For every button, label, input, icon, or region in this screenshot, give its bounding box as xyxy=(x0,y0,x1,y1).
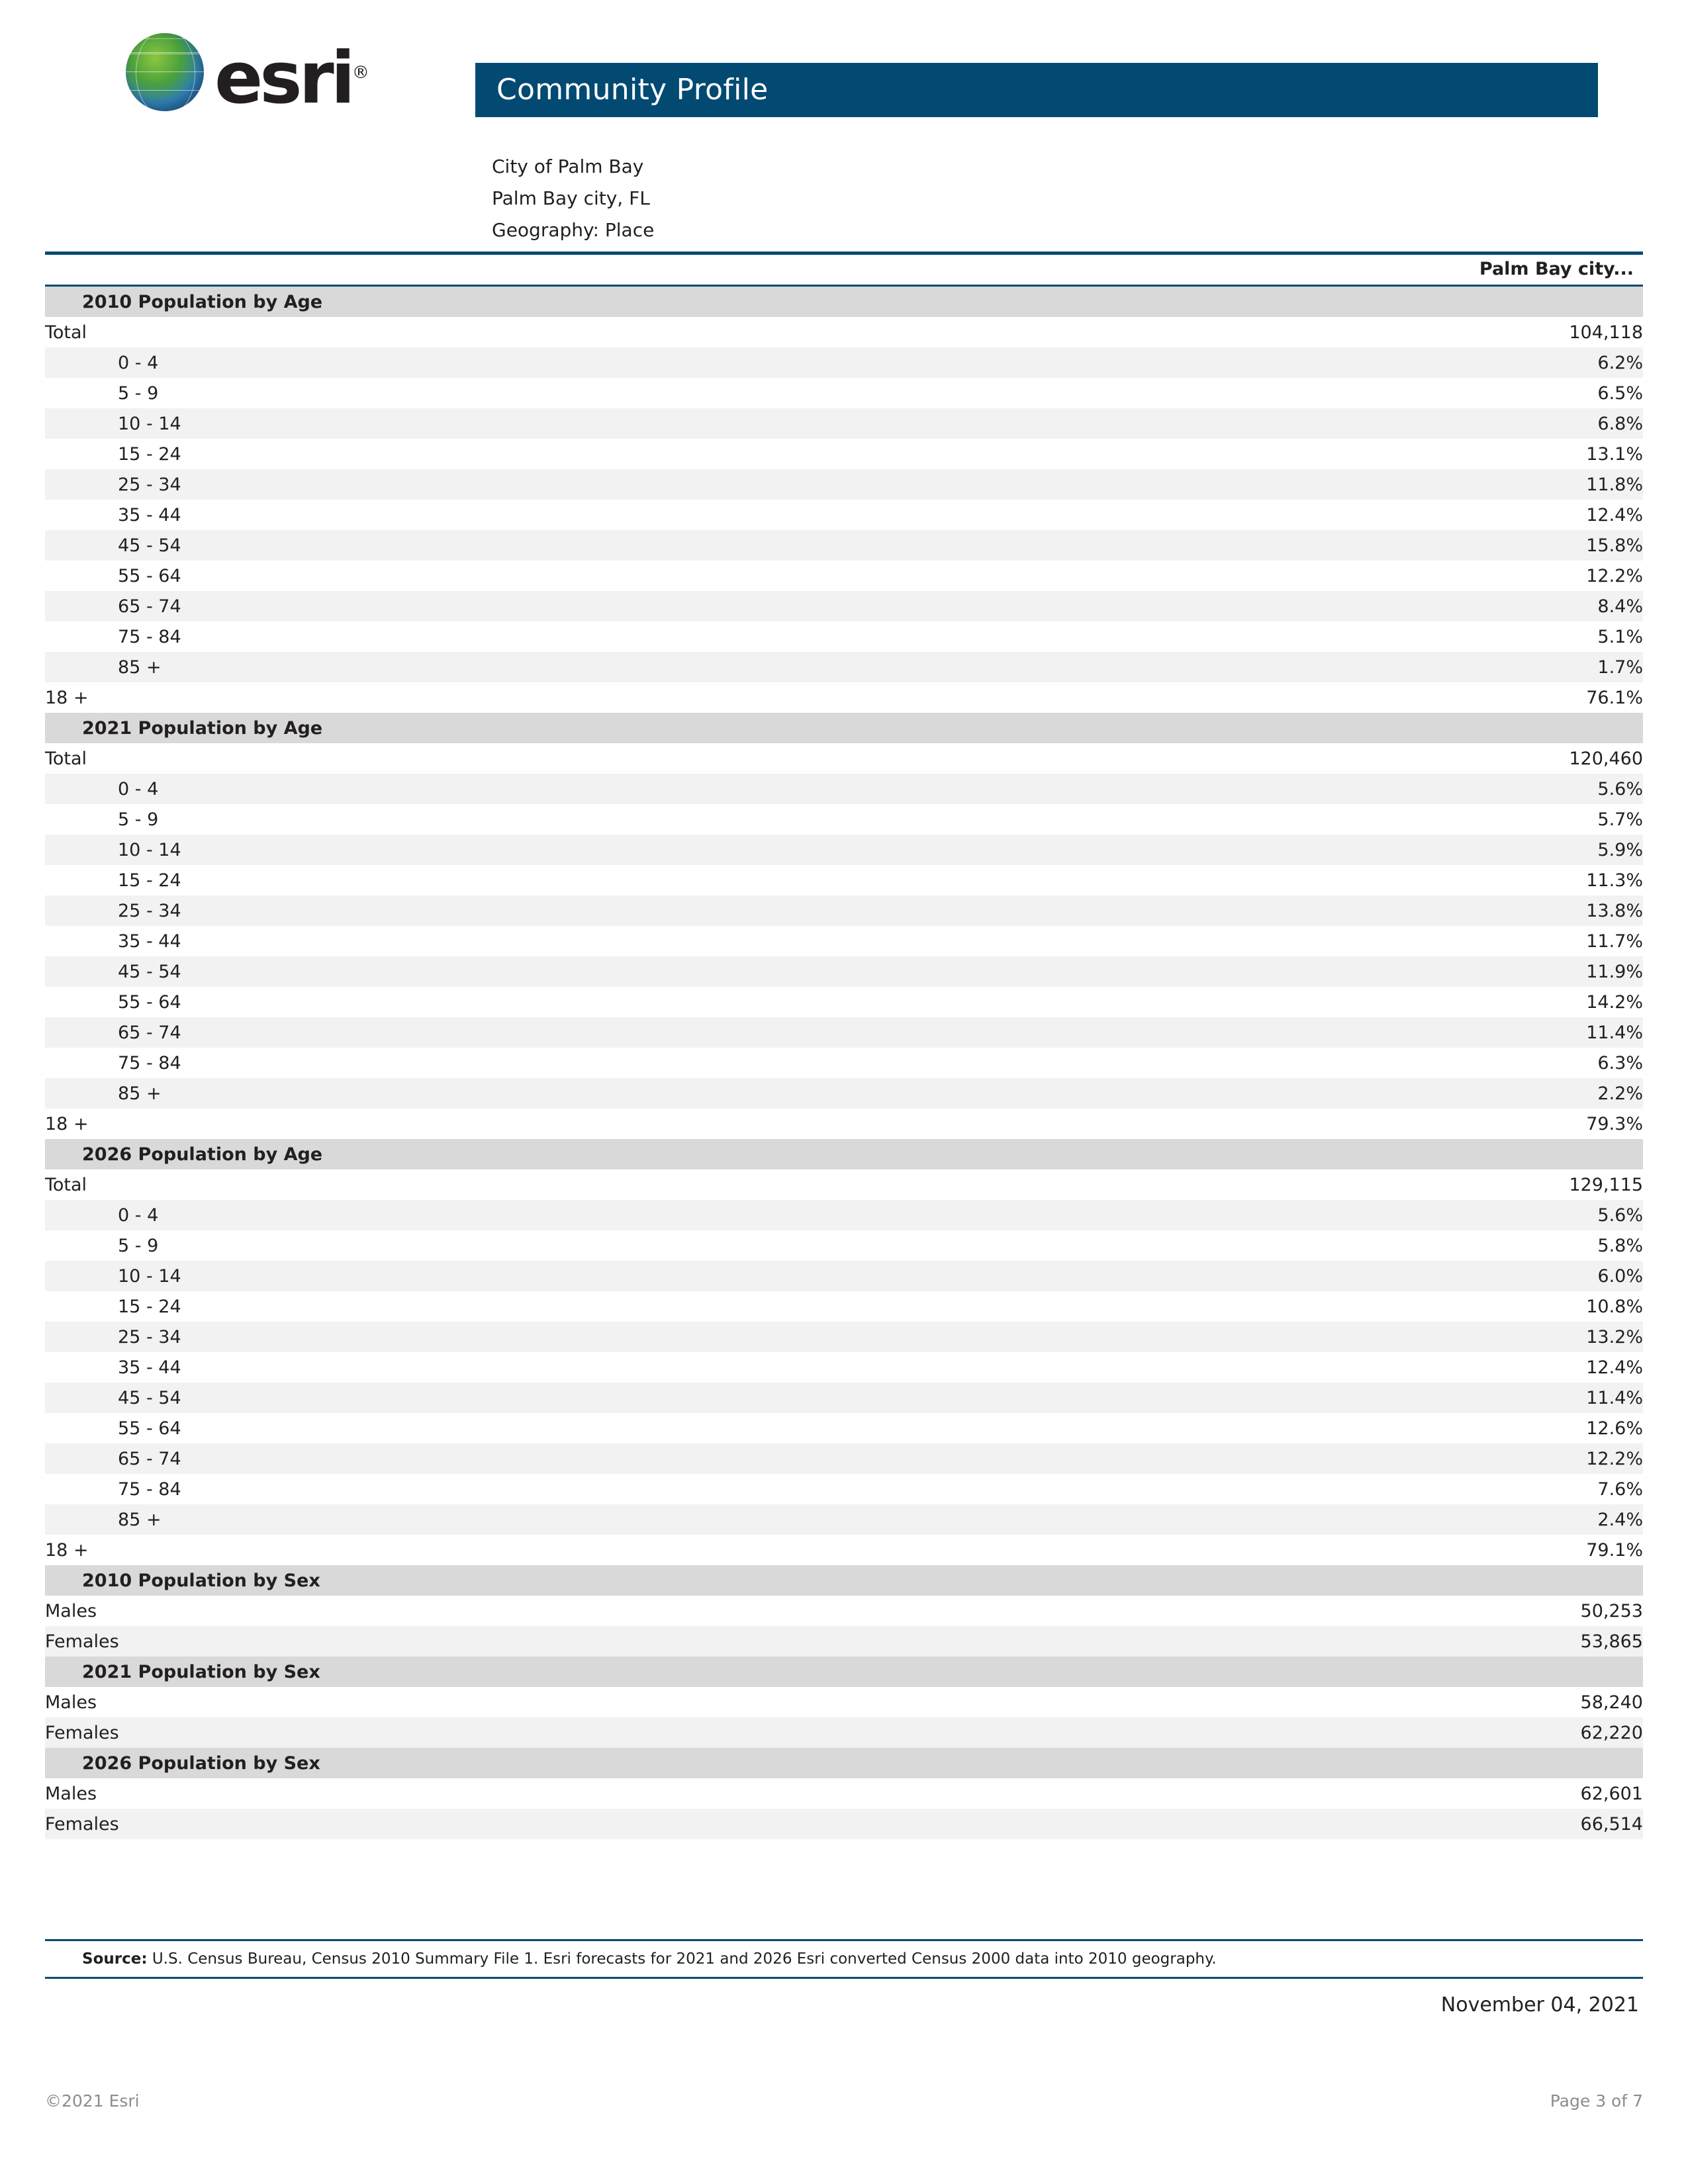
row-value: 12.2% xyxy=(1307,1443,1643,1474)
page-footer-meta xyxy=(45,2091,1643,2111)
row-label: 85 + xyxy=(45,1504,1307,1535)
table-section-header xyxy=(45,1565,1643,1596)
row-value: 12.2% xyxy=(1307,561,1643,591)
row-label: 75 - 84 xyxy=(45,1048,1307,1078)
page-title: Community Profile xyxy=(496,73,769,107)
row-value: 12.4% xyxy=(1307,500,1643,530)
row-label: 10 - 14 xyxy=(45,408,1307,439)
row-value: 53,865 xyxy=(1307,1626,1643,1657)
table-row xyxy=(45,1291,1643,1322)
table-row xyxy=(45,865,1643,895)
row-label: 75 - 84 xyxy=(45,621,1307,652)
table-row xyxy=(45,530,1643,561)
row-value: 5.8% xyxy=(1307,1230,1643,1261)
section-label: 2021 Population by Age xyxy=(45,713,1307,743)
subheader-line-2: Palm Bay city, FL xyxy=(492,187,650,209)
table-row xyxy=(45,1413,1643,1443)
table-row xyxy=(45,1535,1643,1565)
table-row xyxy=(45,1596,1643,1626)
table-row xyxy=(45,987,1643,1017)
table-row xyxy=(45,1474,1643,1504)
row-value: 5.1% xyxy=(1307,621,1643,652)
row-label: 85 + xyxy=(45,652,1307,682)
table-row xyxy=(45,469,1643,500)
row-label: Males xyxy=(45,1778,1307,1809)
page-header xyxy=(45,0,1643,241)
table-row xyxy=(45,1017,1643,1048)
source-label: Source: xyxy=(82,1950,148,1968)
row-value: 62,601 xyxy=(1307,1778,1643,1809)
table-row xyxy=(45,1687,1643,1717)
table-row xyxy=(45,1504,1643,1535)
data-table-wrapper xyxy=(45,251,1643,1839)
page-footer xyxy=(45,1939,1643,2017)
row-value: 2.2% xyxy=(1307,1078,1643,1109)
row-label: 35 - 44 xyxy=(45,1352,1307,1383)
subheader-line-1: City of Palm Bay xyxy=(492,156,644,177)
table-section-header xyxy=(45,1139,1643,1169)
section-label: 2010 Population by Sex xyxy=(45,1565,1307,1596)
row-label: 10 - 14 xyxy=(45,835,1307,865)
table-row xyxy=(45,317,1643,347)
table-row xyxy=(45,1626,1643,1657)
row-label: 35 - 44 xyxy=(45,926,1307,956)
row-value: 7.6% xyxy=(1307,1474,1643,1504)
table-row xyxy=(45,378,1643,408)
row-value: 5.7% xyxy=(1307,804,1643,835)
row-label: 65 - 74 xyxy=(45,591,1307,621)
row-label: 0 - 4 xyxy=(45,1200,1307,1230)
row-value: 10.8% xyxy=(1307,1291,1643,1322)
esri-wordmark xyxy=(214,37,369,120)
table-row xyxy=(45,561,1643,591)
table-section-header xyxy=(45,1657,1643,1687)
section-label: 2026 Population by Sex xyxy=(45,1748,1307,1778)
table-column-header: Palm Bay city... xyxy=(45,251,1643,287)
row-value: 13.2% xyxy=(1307,1322,1643,1352)
table-row xyxy=(45,835,1643,865)
table-row xyxy=(45,804,1643,835)
row-value: 12.6% xyxy=(1307,1413,1643,1443)
table-row xyxy=(45,347,1643,378)
row-label: 15 - 24 xyxy=(45,439,1307,469)
row-label: 55 - 64 xyxy=(45,987,1307,1017)
row-label: Total xyxy=(45,743,1307,774)
registered-mark: ® xyxy=(352,63,369,83)
row-label: 15 - 24 xyxy=(45,865,1307,895)
row-value: 104,118 xyxy=(1307,317,1643,347)
row-value: 11.9% xyxy=(1307,956,1643,987)
row-label: 10 - 14 xyxy=(45,1261,1307,1291)
row-value: 12.4% xyxy=(1307,1352,1643,1383)
report-title-bar xyxy=(475,63,1598,117)
table-row xyxy=(45,1230,1643,1261)
row-value: 79.1% xyxy=(1307,1535,1643,1565)
row-label: 5 - 9 xyxy=(45,1230,1307,1261)
table-row xyxy=(45,1322,1643,1352)
row-label: 55 - 64 xyxy=(45,1413,1307,1443)
esri-wordmark-text: esri xyxy=(214,37,352,120)
row-label: 35 - 44 xyxy=(45,500,1307,530)
row-label: Total xyxy=(45,1169,1307,1200)
page-number: Page 3 of 7 xyxy=(1550,2091,1643,2111)
source-note xyxy=(45,1941,1643,1977)
row-value: 6.0% xyxy=(1307,1261,1643,1291)
row-value: 50,253 xyxy=(1307,1596,1643,1626)
row-value: 14.2% xyxy=(1307,987,1643,1017)
row-label: 18 + xyxy=(45,1109,1307,1139)
geography-subheader xyxy=(492,151,654,246)
section-value xyxy=(1307,1565,1643,1596)
table-row xyxy=(45,439,1643,469)
row-value: 11.4% xyxy=(1307,1383,1643,1413)
row-label: Males xyxy=(45,1596,1307,1626)
row-label: Females xyxy=(45,1717,1307,1748)
row-value: 6.2% xyxy=(1307,347,1643,378)
table-row xyxy=(45,956,1643,987)
copyright-text: ©2021 Esri xyxy=(45,2091,140,2111)
row-value: 66,514 xyxy=(1307,1809,1643,1839)
row-value: 79.3% xyxy=(1307,1109,1643,1139)
section-value xyxy=(1307,1748,1643,1778)
table-row xyxy=(45,1443,1643,1474)
row-label: 65 - 74 xyxy=(45,1443,1307,1474)
table-row xyxy=(45,621,1643,652)
section-label: 2026 Population by Age xyxy=(45,1139,1307,1169)
row-label: 25 - 34 xyxy=(45,1322,1307,1352)
row-value: 6.8% xyxy=(1307,408,1643,439)
report-date: November 04, 2021 xyxy=(1440,1993,1639,2017)
row-label: 18 + xyxy=(45,682,1307,713)
row-value: 2.4% xyxy=(1307,1504,1643,1535)
table-row xyxy=(45,591,1643,621)
row-value: 76.1% xyxy=(1307,682,1643,713)
row-value: 1.7% xyxy=(1307,652,1643,682)
row-value: 6.3% xyxy=(1307,1048,1643,1078)
table-row xyxy=(45,500,1643,530)
table-row xyxy=(45,1809,1643,1839)
row-value: 8.4% xyxy=(1307,591,1643,621)
table-row xyxy=(45,926,1643,956)
table-row xyxy=(45,1200,1643,1230)
row-label: Females xyxy=(45,1626,1307,1657)
table-row xyxy=(45,774,1643,804)
row-value: 6.5% xyxy=(1307,378,1643,408)
row-value: 11.4% xyxy=(1307,1017,1643,1048)
table-row xyxy=(45,1261,1643,1291)
population-table xyxy=(45,287,1643,1839)
table-row xyxy=(45,1048,1643,1078)
row-label: 75 - 84 xyxy=(45,1474,1307,1504)
row-label: 45 - 54 xyxy=(45,530,1307,561)
row-value: 5.6% xyxy=(1307,774,1643,804)
row-value: 58,240 xyxy=(1307,1687,1643,1717)
row-label: 0 - 4 xyxy=(45,774,1307,804)
row-label: 85 + xyxy=(45,1078,1307,1109)
row-label: Total xyxy=(45,317,1307,347)
table-section-header xyxy=(45,1748,1643,1778)
row-label: 65 - 74 xyxy=(45,1017,1307,1048)
esri-logo xyxy=(85,28,389,120)
table-section-header xyxy=(45,287,1643,317)
section-value xyxy=(1307,1139,1643,1169)
row-value: 11.3% xyxy=(1307,865,1643,895)
table-row xyxy=(45,1778,1643,1809)
row-value: 129,115 xyxy=(1307,1169,1643,1200)
row-value: 13.8% xyxy=(1307,895,1643,926)
table-row xyxy=(45,743,1643,774)
table-row xyxy=(45,408,1643,439)
table-section-header xyxy=(45,713,1643,743)
table-row xyxy=(45,1717,1643,1748)
row-label: 45 - 54 xyxy=(45,956,1307,987)
row-value: 5.9% xyxy=(1307,835,1643,865)
row-label: Females xyxy=(45,1809,1307,1839)
section-label: 2021 Population by Sex xyxy=(45,1657,1307,1687)
row-value: 5.6% xyxy=(1307,1200,1643,1230)
table-row xyxy=(45,1078,1643,1109)
row-label: 55 - 64 xyxy=(45,561,1307,591)
row-label: Males xyxy=(45,1687,1307,1717)
table-row xyxy=(45,1352,1643,1383)
table-row xyxy=(45,1383,1643,1413)
table-row xyxy=(45,1169,1643,1200)
globe-icon xyxy=(126,33,204,111)
row-value: 62,220 xyxy=(1307,1717,1643,1748)
row-label: 25 - 34 xyxy=(45,895,1307,926)
row-label: 18 + xyxy=(45,1535,1307,1565)
table-row xyxy=(45,652,1643,682)
row-value: 120,460 xyxy=(1307,743,1643,774)
subheader-line-3: Geography: Place xyxy=(492,219,655,241)
row-value: 11.8% xyxy=(1307,469,1643,500)
source-text: U.S. Census Bureau, Census 2010 Summary File 1. Esri forecasts for 2021 and 2026 Esri converted Census 2000 data into 2010 geography. xyxy=(152,1950,1217,1968)
section-value xyxy=(1307,1657,1643,1687)
section-value xyxy=(1307,713,1643,743)
row-label: 25 - 34 xyxy=(45,469,1307,500)
row-label: 5 - 9 xyxy=(45,378,1307,408)
row-label: 15 - 24 xyxy=(45,1291,1307,1322)
row-value: 11.7% xyxy=(1307,926,1643,956)
row-label: 5 - 9 xyxy=(45,804,1307,835)
row-value: 15.8% xyxy=(1307,530,1643,561)
table-row xyxy=(45,1109,1643,1139)
table-row xyxy=(45,682,1643,713)
row-label: 45 - 54 xyxy=(45,1383,1307,1413)
row-label: 0 - 4 xyxy=(45,347,1307,378)
section-value xyxy=(1307,287,1643,317)
row-value: 13.1% xyxy=(1307,439,1643,469)
table-row xyxy=(45,895,1643,926)
section-label: 2010 Population by Age xyxy=(45,287,1307,317)
table-body xyxy=(45,287,1643,1839)
